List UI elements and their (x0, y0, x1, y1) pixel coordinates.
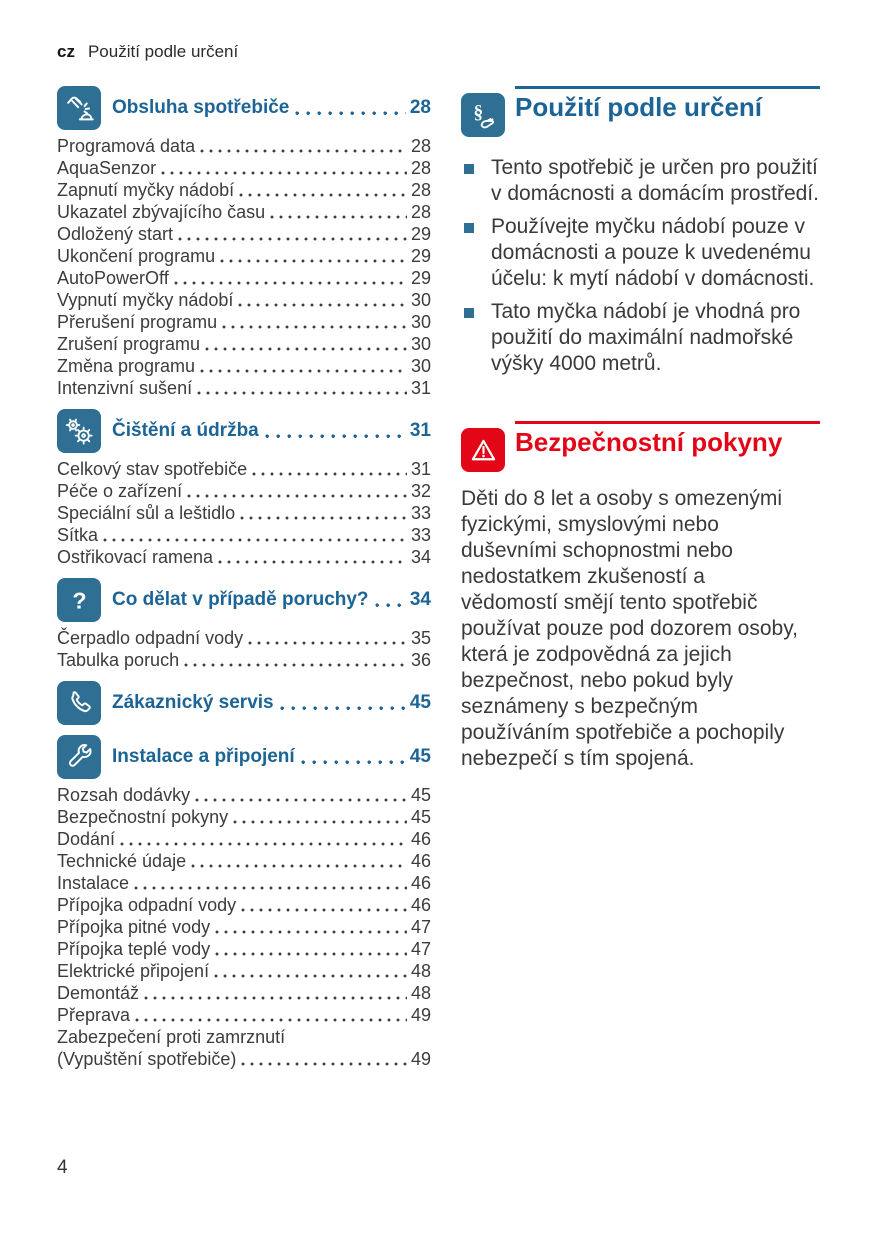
toc-entry-page: 48 (410, 961, 431, 981)
toc-entry-page: 45 (410, 807, 431, 827)
toc-section-heading (57, 86, 431, 130)
warning-icon (461, 428, 505, 472)
toc-section-page: 45 (409, 692, 431, 713)
toc-entry-label: Přípojka pitné vody (57, 917, 211, 937)
bullet-item (461, 299, 820, 377)
toc-entry-page: 29 (410, 224, 431, 244)
language-code: cz (57, 42, 75, 61)
table-of-contents (57, 86, 431, 1080)
toc-entry-page: 46 (410, 895, 431, 915)
dot-leader (218, 560, 407, 564)
dot-leader (200, 149, 407, 153)
dot-leader (220, 259, 407, 263)
toc-entry (57, 458, 431, 480)
toc-entry (57, 828, 431, 850)
bullet-item (461, 214, 820, 292)
toc-entry-page: 46 (410, 873, 431, 893)
toc-entry-label: Instalace (57, 873, 130, 893)
dot-leader (205, 347, 407, 351)
toc-heading-row (112, 692, 431, 714)
safety-section-head (461, 421, 820, 472)
toc-entry-page: 31 (410, 378, 431, 398)
toc-entry (57, 806, 431, 828)
toc-entry (57, 982, 431, 1004)
toc-entry-page: 49 (410, 1049, 431, 1069)
toc-section (57, 86, 431, 399)
intended-use-title: Použití podle určení (515, 92, 763, 122)
safety-body-text: Děti do 8 let a osoby s omezenými fyzickými, smyslovými nebo duševními schopnostmi nebo nedostatkem zkušeností a vědomostí smějí tento spotřebič používat pouze pod dozorem osoby, která je zodpovědná za jejich bezpečnost, nebo pokud byly seznámeny s bezpečným používáním spotřebiče a pochopily nebezpečí s tím spojená. (461, 487, 798, 770)
toc-entry-label: Přeprava (57, 1005, 131, 1025)
dot-leader (240, 516, 407, 520)
intended-use-section-head (461, 86, 820, 137)
dot-leader (195, 798, 407, 802)
bullet-marker (464, 164, 474, 174)
toc-entry (57, 223, 431, 245)
toc-entry (57, 135, 431, 157)
toc-entry-page: 47 (410, 917, 431, 937)
dot-leader (144, 996, 407, 1000)
dot-leader (215, 952, 407, 956)
toc-entry-label: Intenzivní sušení (57, 378, 193, 398)
hand-press-icon (57, 86, 101, 130)
toc-entry-label: Bezpečnostní pokyny (57, 807, 229, 827)
dot-leader (187, 494, 407, 498)
toc-entry (57, 355, 431, 377)
dot-leader (214, 974, 407, 978)
toc-entry-label: AquaSenzor (57, 158, 157, 178)
toc-entry-page: 46 (410, 851, 431, 871)
toc-entry-label: Dodání (57, 829, 116, 849)
dot-leader (280, 706, 406, 711)
bullet-text: Používejte myčku nádobí pouze v domácnosti a pouze k uvedenému účelu: k mytí nádobí v domácnosti. (491, 215, 815, 290)
toc-entry (57, 524, 431, 546)
toc-entry (57, 546, 431, 568)
toc-entry-page: 46 (410, 829, 431, 849)
toc-entry (57, 649, 431, 671)
toc-section (57, 409, 431, 568)
toc-entry-page: 47 (410, 939, 431, 959)
toc-entry-label: Sítka (57, 525, 99, 545)
toc-entry-page: 28 (410, 158, 431, 178)
toc-section-page: 45 (409, 746, 431, 767)
toc-entry (57, 850, 431, 872)
content-column (461, 86, 820, 1080)
toc-entry-label: Odložený start (57, 224, 174, 244)
toc-entry-label: Ukončení programu (57, 246, 216, 266)
toc-section-heading (57, 409, 431, 453)
toc-entry-label: Změna programu (57, 356, 196, 376)
safety-title: Bezpečnostní pokyny (515, 427, 783, 457)
safety-heading-block (515, 421, 820, 472)
page-number: 4 (57, 1157, 68, 1178)
toc-entry-page: 48 (410, 983, 431, 1003)
toc-entry-label: Demontáž (57, 983, 140, 1003)
toc-entry-label: Ukazatel zbývajícího času (57, 202, 266, 222)
toc-heading-row (112, 589, 431, 611)
toc-entry-label: Speciální sůl a leštidlo (57, 503, 236, 523)
blue-section-rule (515, 86, 820, 89)
toc-entry-page: 49 (410, 1005, 431, 1025)
toc-entry-label: Rozsah dodávky (57, 785, 191, 805)
toc-entry (57, 333, 431, 355)
dot-leader (265, 434, 406, 439)
dot-leader (239, 193, 407, 197)
toc-entry (57, 1048, 431, 1070)
svg-text:?: ? (71, 586, 87, 613)
dot-leader (241, 1062, 407, 1066)
toc-heading-row (112, 97, 431, 119)
toc-section-heading (57, 735, 431, 779)
toc-entry-page: 30 (410, 290, 431, 310)
phone-icon (57, 681, 101, 725)
toc-entry-page: 28 (410, 136, 431, 156)
toc-entry-label: Tabulka poruch (57, 650, 180, 670)
toc-heading-row (112, 746, 431, 768)
toc-entry-label: Ostřikovací ramena (57, 547, 214, 567)
toc-entry (57, 627, 431, 649)
toc-entry-page: 33 (410, 503, 431, 523)
toc-section (57, 735, 431, 1070)
bullet-item (461, 155, 820, 207)
toc-entry (57, 916, 431, 938)
toc-entry-label: Elektrické připojení (57, 961, 210, 981)
toc-entry-label: Zabezpečení proti zamrznutí (57, 1027, 286, 1047)
toc-section-page: 34 (409, 589, 431, 610)
toc-entry-page: 31 (410, 459, 431, 479)
dot-leader (222, 325, 407, 329)
toc-entry (57, 894, 431, 916)
toc-section-page: 31 (409, 420, 431, 441)
dot-leader (301, 760, 406, 765)
toc-entry (57, 267, 431, 289)
dot-leader (241, 908, 407, 912)
toc-entry-page: 36 (410, 650, 431, 670)
svg-text:§: § (472, 101, 483, 123)
intended-use-heading-block (515, 86, 820, 137)
dot-leader (233, 820, 407, 824)
toc-entry-label: Péče o zařízení (57, 481, 183, 501)
toc-entry-label: Čerpadlo odpadní vody (57, 628, 244, 648)
dot-leader (134, 886, 407, 890)
toc-entry-label: AutoPowerOff (57, 268, 169, 288)
toc-entry (57, 289, 431, 311)
toc-section-title: Čištění a údržba (112, 420, 259, 441)
toc-entry-page: 34 (410, 547, 431, 567)
page-header (57, 42, 238, 62)
toc-entry-page: 30 (410, 312, 431, 332)
toc-entry (57, 1026, 431, 1048)
toc-entry (57, 377, 431, 399)
toc-section-heading (57, 578, 431, 622)
bullet-text: Tato myčka nádobí je vhodná pro použití do maximální nadmořské výšky 4000 metrů. (491, 300, 801, 375)
intended-use-bullet-list (461, 155, 820, 377)
toc-entry (57, 179, 431, 201)
toc-section-title: Obsluha spotřebiče (112, 97, 290, 118)
toc-entry (57, 480, 431, 502)
bullet-text: Tento spotřebič je určen pro použití v domácnosti a domácím prostředí. (491, 156, 819, 205)
toc-entry (57, 245, 431, 267)
dot-leader (191, 864, 407, 868)
dot-leader (120, 842, 407, 846)
toc-section-title: Co dělat v případě poruchy? (112, 589, 369, 610)
toc-entry (57, 938, 431, 960)
toc-heading-row (112, 420, 431, 442)
red-section-rule (515, 421, 820, 424)
toc-entry-label: Přerušení programu (57, 312, 218, 332)
toc-entry-label: Vypnutí myčky nádobí (57, 290, 234, 310)
two-column-layout (57, 86, 820, 1080)
bullet-marker (464, 223, 474, 233)
toc-entry-page: 33 (410, 525, 431, 545)
dot-leader (178, 237, 407, 241)
toc-section-title: Instalace a připojení (112, 746, 295, 767)
dot-leader (295, 111, 405, 116)
toc-section-page: 28 (409, 97, 431, 118)
dot-leader (238, 303, 407, 307)
dot-leader (375, 603, 406, 608)
toc-entry-label: Technické údaje (57, 851, 187, 871)
dot-leader (197, 391, 407, 395)
toc-entry (57, 201, 431, 223)
dot-leader (200, 369, 407, 373)
toc-entry (57, 157, 431, 179)
gears-icon (57, 409, 101, 453)
toc-entry-label: Zapnutí myčky nádobí (57, 180, 235, 200)
toc-entry-page: 29 (410, 246, 431, 266)
toc-entry-label: Přípojka teplé vody (57, 939, 211, 959)
dot-leader (135, 1018, 407, 1022)
toc-entry-label: Zrušení programu (57, 334, 201, 354)
toc-entry-page: 30 (410, 334, 431, 354)
toc-entry (57, 311, 431, 333)
toc-entry-page: 35 (410, 628, 431, 648)
toc-section-heading (57, 681, 431, 725)
dot-leader (252, 472, 407, 476)
toc-entry (57, 502, 431, 524)
toc-section-title: Zákaznický servis (112, 692, 274, 713)
paragraph-hand-icon (461, 93, 505, 137)
dot-leader (161, 171, 407, 175)
question-icon (57, 578, 101, 622)
toc-entry (57, 872, 431, 894)
toc-entry (57, 1004, 431, 1026)
toc-entry-label: Celkový stav spotřebiče (57, 459, 248, 479)
dot-leader (184, 663, 407, 667)
running-title: Použití podle určení (87, 42, 239, 61)
wrench-icon (57, 735, 101, 779)
toc-entry-label: (Vypuštění spotřebiče) (57, 1049, 237, 1069)
toc-entry-page: 45 (410, 785, 431, 805)
toc-entry-label: Programová data (57, 136, 196, 156)
toc-entry-page: 28 (410, 202, 431, 222)
dot-leader (215, 930, 407, 934)
dot-leader (174, 281, 407, 285)
toc-entry-page: 32 (410, 481, 431, 501)
toc-entry (57, 784, 431, 806)
dot-leader (248, 641, 407, 645)
toc-entry-page: 29 (410, 268, 431, 288)
bullet-marker (464, 308, 474, 318)
dot-leader (103, 538, 407, 542)
toc-section (57, 681, 431, 725)
toc-entry (57, 960, 431, 982)
toc-section (57, 578, 431, 671)
toc-entry-page: 28 (410, 180, 431, 200)
toc-entry-label: Přípojka odpadní vody (57, 895, 237, 915)
dot-leader (270, 215, 407, 219)
toc-entry-page: 30 (410, 356, 431, 376)
